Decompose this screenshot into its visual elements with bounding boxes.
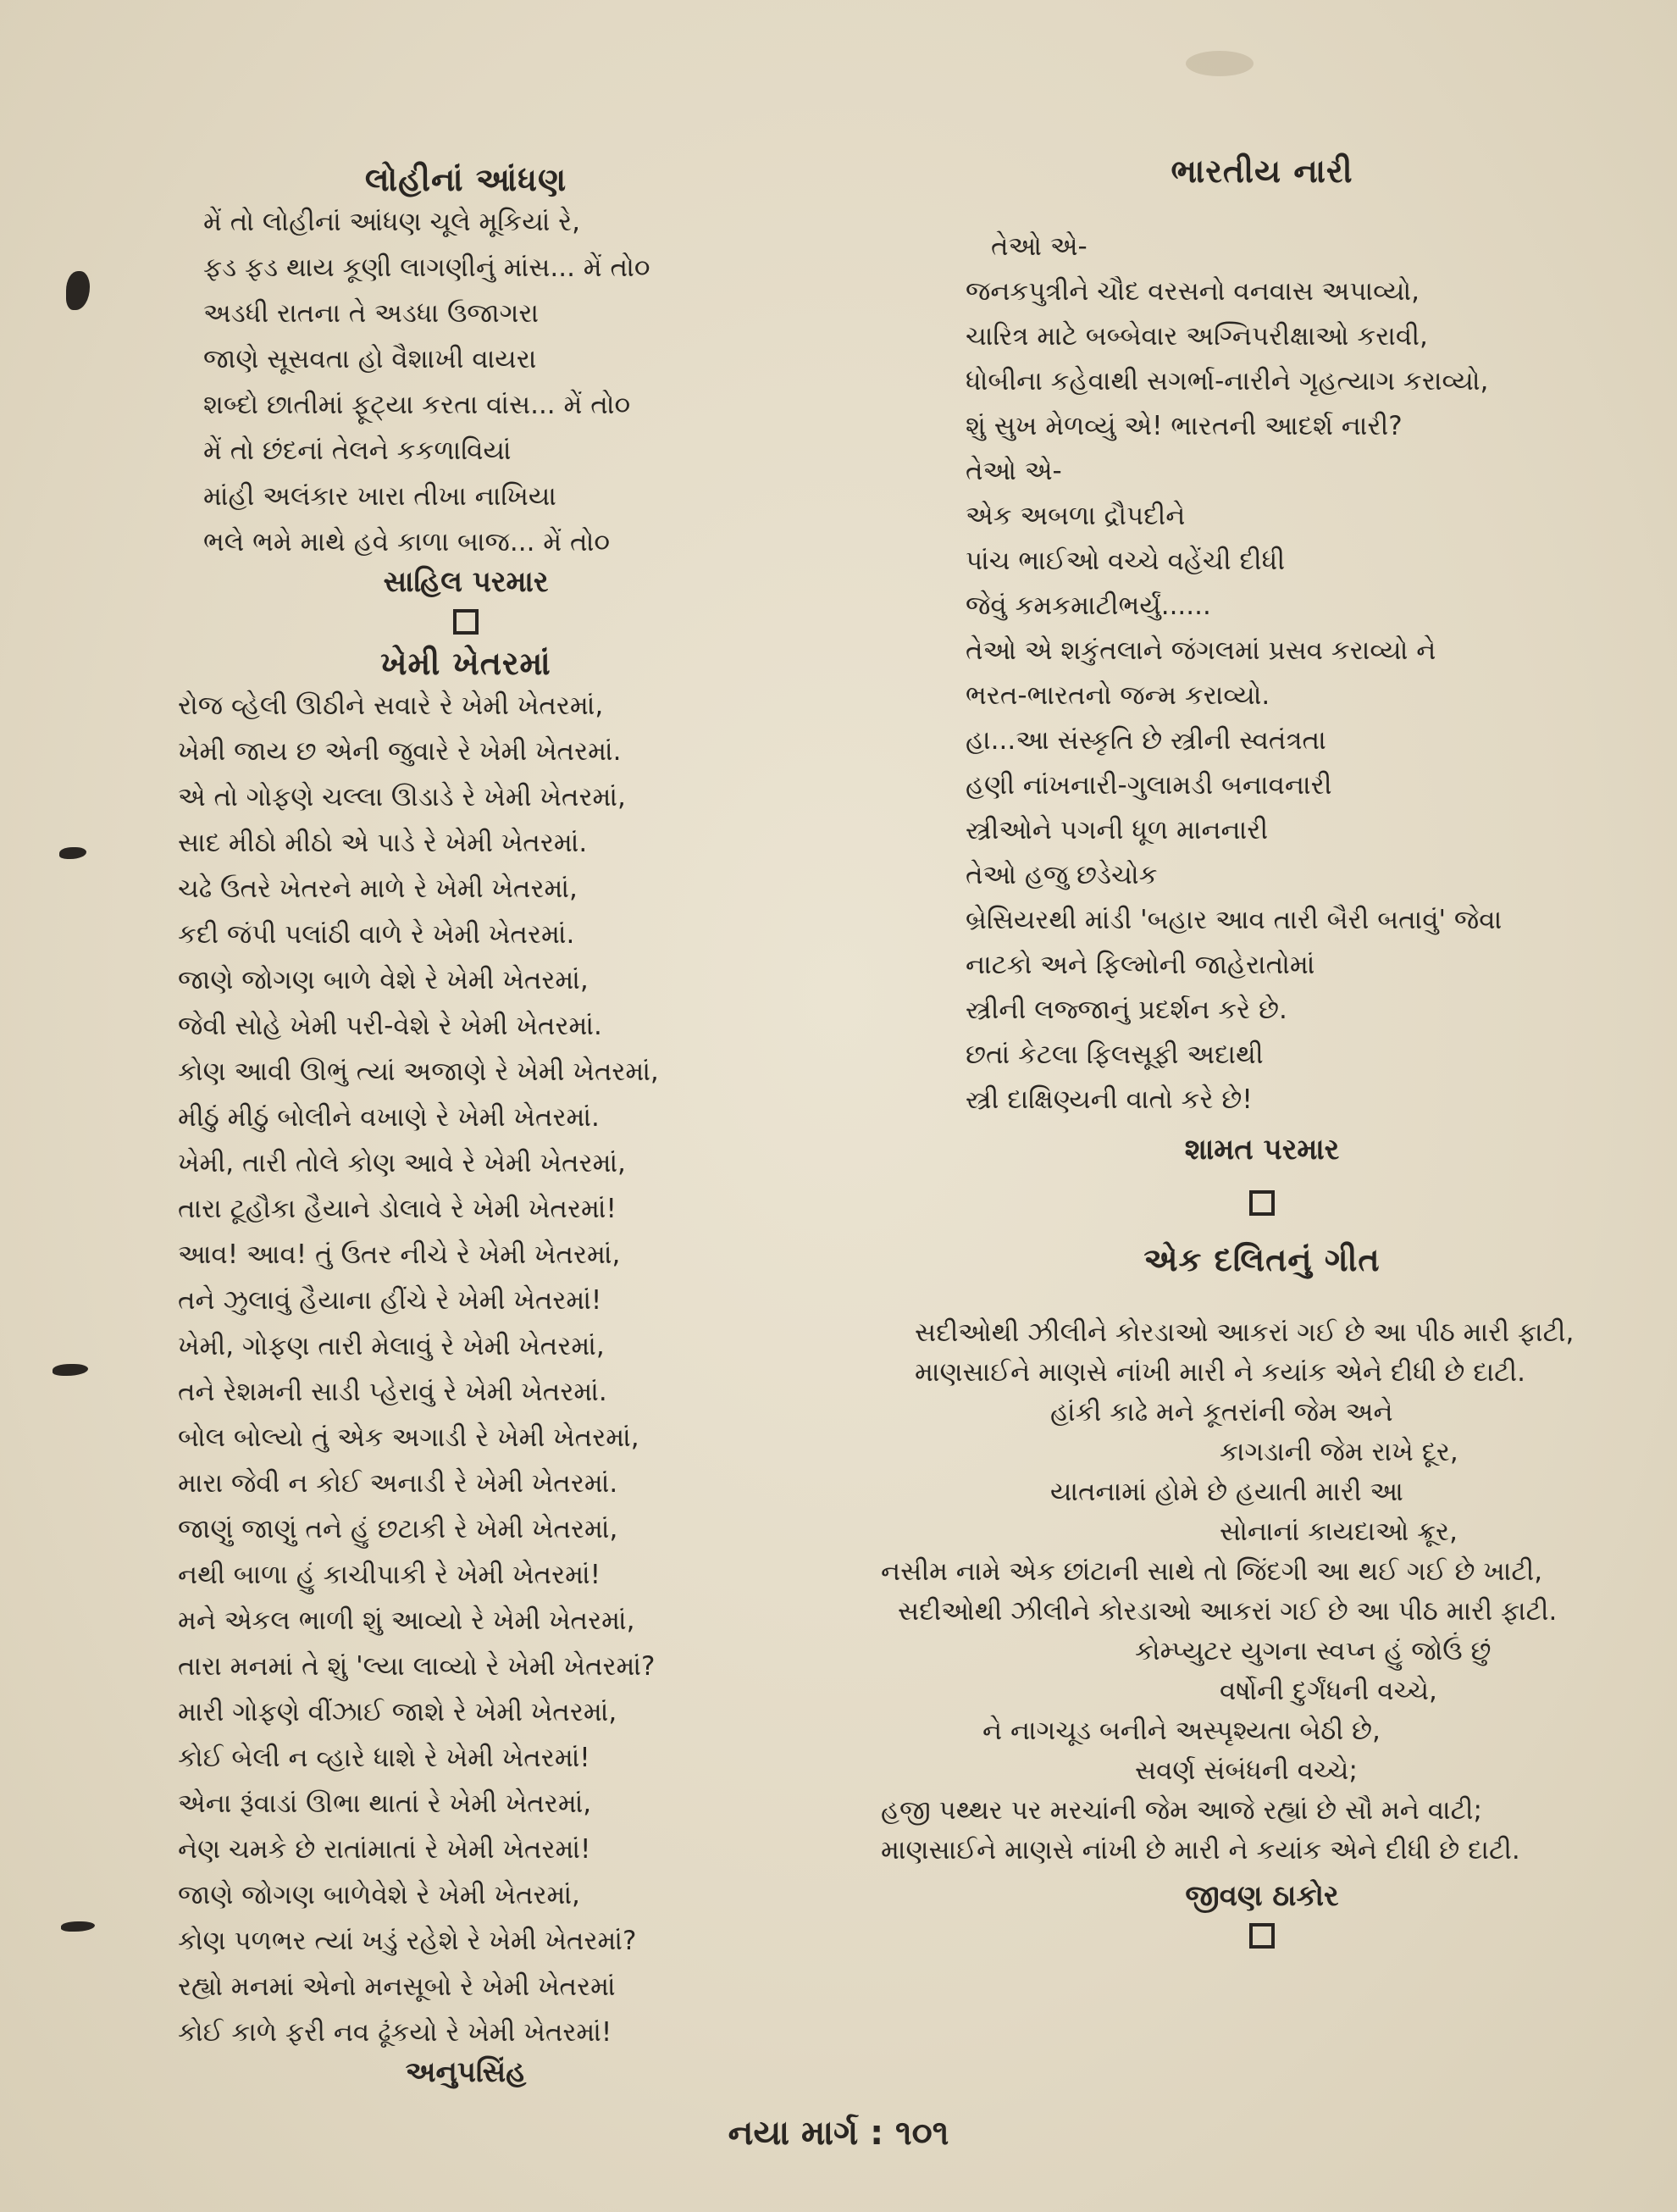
poem-line: હાંકી કાઢે મને કૂતરાંની જેમ અને [1050,1397,1393,1428]
poem-line: તેઓ હજુ છડેચોક [966,860,1158,890]
ink-blot [53,1364,88,1376]
poem-line: હજી પથ્થર પર મરચાંની જેમ આજે રહ્યાં છે સૌ મને વાટી; [881,1795,1482,1826]
poem-line: એના રૂંવાડાં ઊભા થાતાં રે ખેમી ખેતરમાં, [178,1788,592,1819]
poem-line: સદીઓથી ઝીલીને કોરડાઓ આકરાં ગઈ છે આ પીઠ મારી ફાટી. [898,1596,1558,1627]
poem-line: કોણ પળભર ત્યાં ખડું રહેશે રે ખેમી ખેતરમાં? [178,1926,637,1956]
poem-line: કોણ આવી ઊભું ત્યાં અજાણે રે ખેમી ખેતરમાં, [178,1056,659,1087]
poem-line: સ્ત્રીઓને પગની ધૂળ માનનારી [966,815,1269,845]
poem-line: મારી ગોફણે વીંઝાઈ જાશે રે ખેમી ખેતરમાં, [178,1697,617,1727]
poem-line: જેવી સોહે ખેમી પરી-વેશે રે ખેમી ખેતરમાં. [178,1011,602,1041]
poem-line: કાગડાની જેમ રાખે દૂર, [1220,1437,1458,1467]
poem-line: સાદ મીઠો મીઠો એ પાડે રે ખેમી ખેતરમાં. [178,828,588,858]
poem-line: યાતનામાં હોમે છે હયાતી મારી આ [1050,1477,1403,1507]
poem-line: તારા ટૂહૌકા હૈયાને ડોલાવે રે ખેમી ખેતરમાં! [178,1194,617,1224]
poem-line: નાટકો અને ફિલ્મોની જાહેરાતોમાં [966,950,1315,980]
left-column [127,161,805,2089]
poem-line: મારા જેવી ન કોઈ અનાડી રે ખેમી ખેતરમાં. [178,1468,618,1499]
poem-line: એક અબળા દ્રૌપદીને [966,501,1186,531]
poem-line: ધોબીના કહેવાથી સગર્ભા-નારીને ગૃહત્યાગ કરાવ્યો, [966,366,1489,396]
poem-bhartiya-nari [881,152,1643,1216]
poem-line: ફડ ફડ થાય કૂણી લાગણીનું માંસ... મેં તો૦ [203,252,650,283]
poem-line: બ્રેસિયરથી માંડી 'બહાર આવ તારી બૈરી બતાવું' જેવા [966,905,1503,935]
poem-line: શબ્દો છાતીમાં ફૂટ્યા કરતા વાંસ... મેં તો૦ [203,390,631,420]
poem-line: ચારિત્ર માટે બબ્બેવાર અગ્નિપરીક્ષાઓ કરાવી, [966,321,1428,352]
poem-line: સવર્ણ સંબંધની વચ્ચે; [1135,1755,1358,1786]
poem-line: માંહી અલંકાર ખારા તીખા નાખિયા [203,481,556,512]
poem-line: જાણે જોગણ બાળે વેશે રે ખેમી ખેતરમાં, [178,965,589,995]
poem-line: ભલે ભમે માથે હવે કાળા બાજ... મેં તો૦ [203,527,610,557]
poem-line: આવ! આવ! તું ઉતર નીચે રે ખેમી ખેતરમાં, [178,1239,621,1270]
poem-line: ભરત-ભારતનો જન્મ કરાવ્યો. [966,680,1270,711]
ink-blot [61,1921,95,1932]
poem-line: રોજ વ્હેલી ઊઠીને સવારે રે ખેમી ખેતરમાં, [178,690,604,721]
poem-line: માણસાઈને માણસે નાંખી છે મારી ને કયાંક એને દીધી છે દાટી. [881,1835,1520,1866]
poem-line: હા...આ સંસ્કૃતિ છે સ્ત્રીની સ્વતંત્રતા [966,725,1326,756]
poem-title: ખેમી ખેતરમાં [380,645,551,682]
poem-line: માણસાઈને માણસે નાંખી મારી ને કયાંક એને દીધી છે દાટી. [915,1357,1525,1388]
ink-blot [66,271,90,310]
poem-line: પાંચ ભાઈઓ વચ્ચે વહેંચી દીધી [966,546,1286,576]
poem-line: ખેમી જાય છ એની જુવારે રે ખેમી ખેતરમાં. [178,736,622,767]
poem-line: શું સુખ મેળવ્યું એ! ભારતની આદર્શ નારી? [966,411,1403,441]
poem-line: ને નાગચૂડ બનીને અસ્પૃશ્યતા બેઠી છે, [982,1716,1381,1746]
poem-line: તેઓ એ- [966,456,1062,486]
poem-line: એ તો ગોફણે ચલ્લા ઊડાડે રે ખેમી ખેતરમાં, [178,782,626,812]
poem-title: ભારતીય નારી [1171,152,1353,190]
poem-line: કોમ્પ્યુટર યુગના સ્વપ્ન હું જોઉં છું [1135,1636,1492,1666]
poem-line: કદી જંપી પલાંઠી વાળે રે ખેમી ખેતરમાં. [178,919,575,950]
section-divider-square [1249,1190,1275,1216]
poem-line: તારા મનમાં તે શું 'લ્યા લાવ્યો રે ખેમી ખેતરમાં? [178,1651,656,1682]
poem-line: સ્ત્રીની લજ્જાનું પ્રદર્શન કરે છે. [966,995,1287,1025]
poem-line: તેઓ એ- [991,231,1088,262]
stain [1186,51,1254,76]
poem-line: છતાં કેટલા ફિલસૂફી અદાથી [966,1039,1264,1070]
section-divider-square [453,609,479,635]
poem-line: ખેમી, ગોફણ તારી મેલાવું રે ખેમી ખેતરમાં, [178,1331,605,1361]
poem-line: જનકપુત્રીને ચૌદ વરસનો વનવાસ અપાવ્યો, [966,276,1420,307]
poem-author: અનુપસિંહ [405,2055,527,2089]
poem-line: મેં તો છંદનાં તેલને કકળાવિયાં [203,435,512,466]
poem-line: મેં તો લોહીનાં આંધણ ચૂલે મૂકિયાં રે, [203,207,581,237]
poem-line: વર્ષોની દુર્ગંધની વચ્ચે, [1220,1676,1437,1706]
poem-lohina-aandhan [127,161,805,635]
ink-blot [59,847,86,859]
poem-line: સ્ત્રી દાક્ષિણ્યની વાતો કરે છે! [966,1084,1253,1115]
poem-line: જાણું જાણું તને હું છટાકી રે ખેમી ખેતરમાં, [178,1514,618,1544]
poem-line: બોલ બોલ્યો તું એક અગાડી રે ખેમી ખેતરમાં, [178,1422,639,1453]
poem-line: કોઈ કાળે ફરી નવ ઢૂંકયો રે ખેમી ખેતરમાં! [178,2017,612,2048]
poem-author: જીવણ ઠાકોર [1185,1879,1339,1913]
poem-author: સાહિલ પરમાર [383,565,549,599]
poem-line: તને રેશમની સાડી પ્હેરાવું રે ખેમી ખેતરમાં. [178,1377,607,1407]
poem-line: રહ્યો મનમાં એનો મનસૂબો રે ખેમી ખેતરમાં [178,1971,616,2002]
section-divider-square [1249,1923,1275,1949]
poem-author: શામત પરમાર [1184,1133,1340,1167]
poem-line: મને એકલ ભાળી શું આવ્યો રે ખેમી ખેતરમાં, [178,1605,635,1636]
poem-line: સદીઓથી ઝીલીને કોરડાઓ આકરાં ગઈ છે આ પીઠ મારી ફાટી, [915,1317,1575,1348]
poem-line: સોનાનાં કાયદાઓ ક્રૂર, [1220,1516,1458,1547]
poem-line: જાણે સૂસવતા હો વૈશાખી વાયરા [203,344,537,374]
poem-line: ખેમી, તારી તોલે કોણ આવે રે ખેમી ખેતરમાં, [178,1148,626,1178]
poem-line: નેણ ચમકે છે રાતાંમાતાં રે ખેમી ખેતરમાં! [178,1834,591,1865]
poem-line: અડધી રાતના તે અડધા ઉજાગરા [203,298,539,329]
poem-line: કોઈ બેલી ન વ્હારે ધાશે રે ખેમી ખેતરમાં! [178,1743,590,1773]
right-column [881,152,1643,1959]
poem-khemi-khetarma [127,645,805,2089]
poem-line: જેવું કમકમાટીભર્યું...... [966,590,1211,621]
poem-line: નથી બાળા હું કાચીપાકી રે ખેમી ખેતરમાં! [178,1560,601,1590]
poem-line: મીઠું મીઠું બોલીને વખાણે રે ખેમી ખેતરમાં. [178,1102,600,1133]
poem-line: તને ઝુલાવું હૈયાના હીંચે રે ખેમી ખેતરમાં! [178,1285,602,1316]
poem-line: તેઓ એ શકુંતલાને જંગલમાં પ્રસવ કરાવ્યો ને [966,635,1436,666]
poem-title: એક દલિતનું ગીત [1143,1241,1381,1278]
poem-line: ચઢે ઉતરે ખેતરને માળે રે ખેમી ખેતરમાં, [178,873,578,904]
poem-line: નસીમ નામે એક છાંટાની સાથે તો જિંદગી આ થઈ ગઈ છે ખાટી, [881,1556,1543,1587]
page-footer: નયા માર્ગ : ૧૦૧ [728,2114,949,2153]
poem-line: જાણે જોગણ બાળેવેશે રે ખેમી ખેતરમાં, [178,1880,580,1910]
poem-line: હણી નાંખનારી-ગુલામડી બનાવનારી [966,770,1332,801]
poem-title: લોહીનાં આંધણ [364,161,567,198]
poem-ek-dalitnu-geet [881,1241,1643,1949]
